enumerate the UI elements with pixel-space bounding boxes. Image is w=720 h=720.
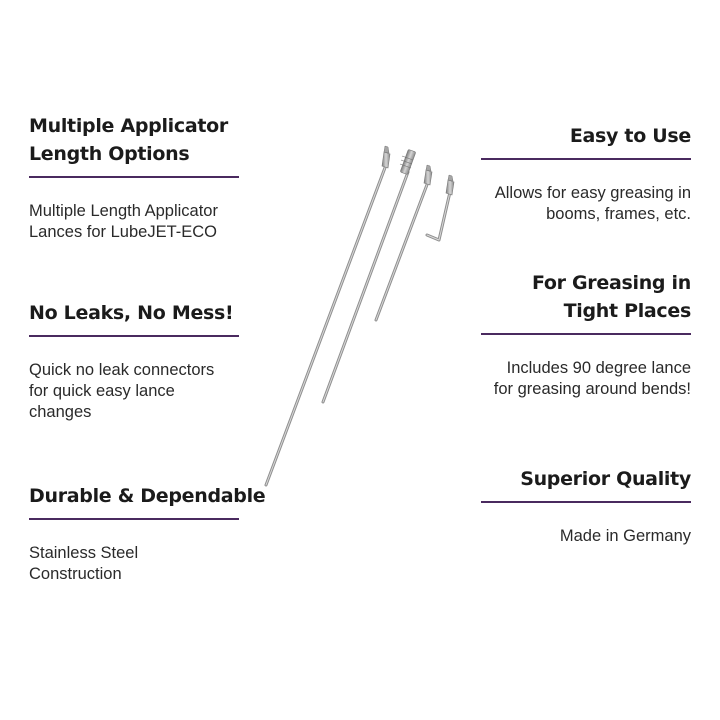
feature-heading: Superior Quality <box>520 468 691 490</box>
lance-long <box>266 146 390 485</box>
divider <box>481 501 691 503</box>
divider <box>29 176 239 178</box>
feature-description: Allows for easy greasing in booms, frames, etc. <box>494 184 691 223</box>
lance-medium <box>323 149 416 402</box>
lance-short <box>376 165 432 320</box>
divider <box>29 518 239 520</box>
feature-durable <box>29 482 269 585</box>
feature-description: Made in Germany <box>559 527 691 545</box>
feature-description: Stainless Steel Construction <box>29 544 139 583</box>
feature-superior-quality <box>451 465 691 547</box>
applicator-lances-icon <box>255 140 465 490</box>
feature-easy-to-use <box>451 122 691 225</box>
feature-heading: Multiple Applicator Length Options <box>29 115 228 165</box>
divider <box>29 335 239 337</box>
feature-length-options <box>29 112 269 243</box>
divider <box>481 158 691 160</box>
feature-description: Includes 90 degree lance for greasing around bends! <box>493 359 691 398</box>
divider <box>481 333 691 335</box>
feature-heading: Durable & Dependable <box>29 485 266 507</box>
feature-description: Multiple Length Applicator Lances for LubeJET-ECO <box>29 202 218 241</box>
feature-tight-places <box>451 269 691 400</box>
feature-no-leaks <box>29 299 269 423</box>
feature-heading: For Greasing in Tight Places <box>531 272 691 322</box>
feature-description: Quick no leak connectors for quick easy lance changes <box>29 361 215 421</box>
feature-heading: No Leaks, No Mess! <box>29 302 234 324</box>
feature-heading: Easy to Use <box>569 125 691 147</box>
lance-90-degree <box>427 175 454 240</box>
